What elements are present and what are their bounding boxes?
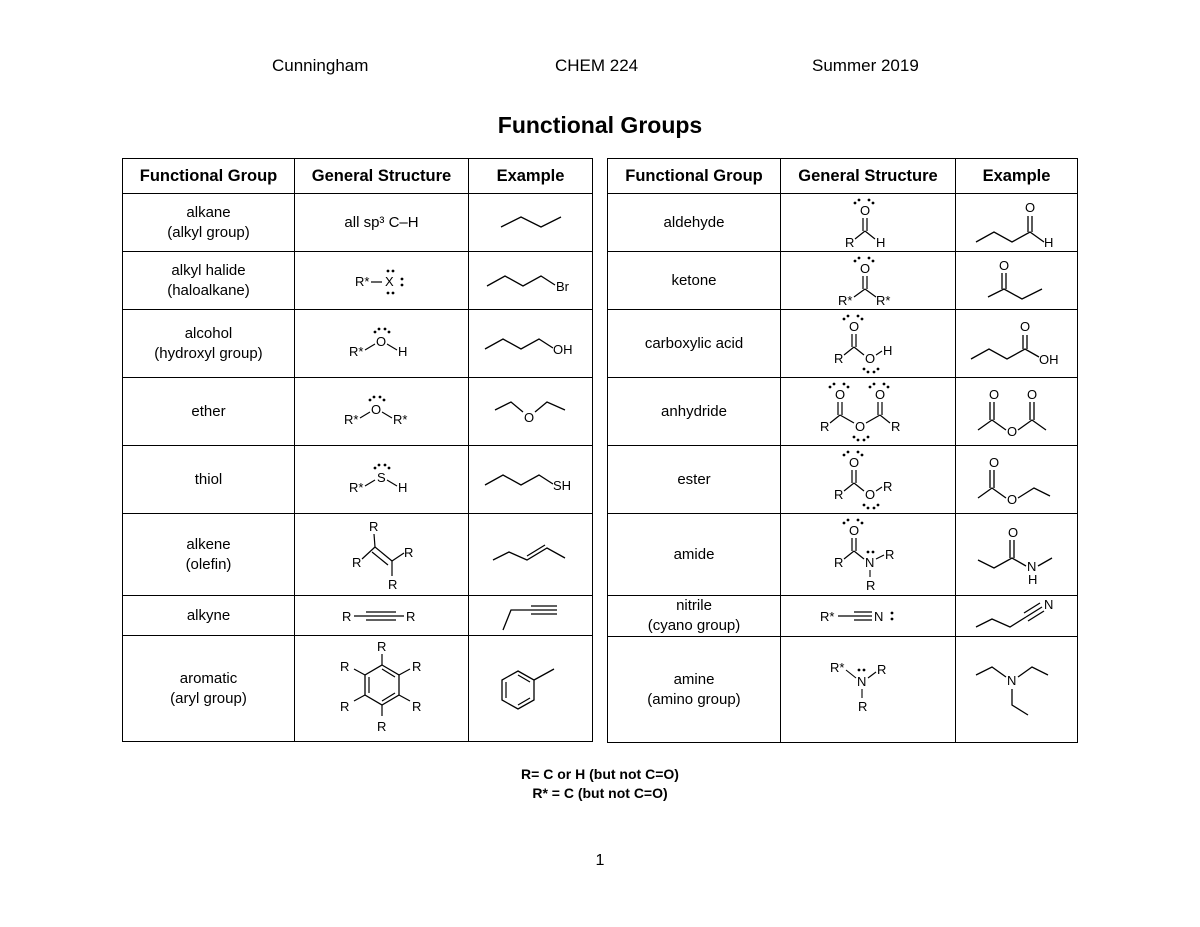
table-row-aldehyde <box>608 194 1078 252</box>
svg-text:R: R <box>376 718 386 734</box>
group-name: ether <box>123 378 295 446</box>
nitrile-structure-icon <box>781 596 956 637</box>
svg-text:Br: Br <box>555 278 569 294</box>
group-name: aromatic (aryl group) <box>123 636 295 742</box>
aldehyde-structure-icon <box>781 194 956 252</box>
svg-text:R*: R* <box>392 411 407 427</box>
page-number: 1 <box>595 852 605 869</box>
table-row-alcohol <box>123 310 593 378</box>
svg-text:H: H <box>1027 571 1037 587</box>
svg-text:R: R <box>351 554 361 570</box>
svg-text:O: O <box>988 454 999 470</box>
alkyl-halide-structure-icon <box>295 252 469 310</box>
group-name: anhydride <box>608 378 781 446</box>
svg-text:R: R <box>368 518 378 534</box>
svg-text:O: O <box>849 454 860 470</box>
svg-text:X: X <box>384 273 394 289</box>
svg-text:OH: OH <box>552 341 572 357</box>
table-row-carboxylic-acid <box>608 310 1078 378</box>
butanal-skeletal-icon <box>956 194 1078 252</box>
svg-text:R: R <box>885 546 895 562</box>
table-header-row <box>123 159 593 194</box>
acetic-anhydride-skeletal-icon <box>956 378 1078 446</box>
thiol-structure-icon <box>295 446 469 514</box>
group-name: ester <box>608 446 781 514</box>
svg-text:O: O <box>835 386 846 402</box>
group-name: alcohol (hydroxyl group) <box>123 310 295 378</box>
svg-text:R: R <box>376 638 386 654</box>
methylpropanamide-skeletal-icon <box>956 514 1078 596</box>
ester-structure-icon <box>781 446 956 514</box>
col-header-general-structure: General Structure <box>295 159 469 194</box>
svg-text:N: N <box>1006 672 1016 688</box>
svg-text:O: O <box>865 486 876 502</box>
butanoic-acid-skeletal-icon <box>956 310 1078 378</box>
alkyne-structure-icon <box>295 596 469 636</box>
svg-text:O: O <box>1007 524 1018 540</box>
group-name: nitrile (cyano group) <box>608 596 781 637</box>
col-header-example: Example <box>956 159 1078 194</box>
svg-text:O: O <box>370 401 381 417</box>
table-row-alkane <box>123 194 593 252</box>
svg-text:SH: SH <box>552 477 571 493</box>
benzene-structure-icon <box>295 636 469 742</box>
svg-text:R: R <box>891 418 901 434</box>
ketone-structure-icon <box>781 252 956 310</box>
svg-text:O: O <box>875 386 886 402</box>
alcohol-structure-icon <box>295 310 469 378</box>
table-row-alkyne <box>123 596 593 636</box>
svg-text:N: N <box>1043 597 1053 612</box>
svg-text:R: R <box>341 608 351 624</box>
table-row-ester <box>608 446 1078 514</box>
diethyl-ether-skeletal-icon <box>469 378 593 446</box>
svg-text:R*: R* <box>343 411 358 427</box>
group-name: alkane (alkyl group) <box>123 194 295 252</box>
svg-text:R: R <box>403 544 413 560</box>
svg-text:O: O <box>860 202 871 218</box>
svg-text:O: O <box>1024 199 1035 215</box>
svg-text:R: R <box>866 577 876 593</box>
col-header-functional-group: Functional Group <box>123 159 295 194</box>
col-header-general-structure: General Structure <box>781 159 956 194</box>
butanethiol-skeletal-icon <box>469 446 593 514</box>
group-name: alkyl halide (haloalkane) <box>123 252 295 310</box>
svg-text:O: O <box>988 386 999 402</box>
svg-text:N: N <box>857 673 867 689</box>
svg-text:N: N <box>874 609 884 624</box>
svg-text:R: R <box>339 698 349 714</box>
alkene-structure-icon <box>295 514 469 596</box>
svg-text:H: H <box>876 234 886 250</box>
group-name: ketone <box>608 252 781 310</box>
svg-text:O: O <box>998 257 1009 273</box>
table-row-anhydride <box>608 378 1078 446</box>
svg-text:R: R <box>834 554 844 570</box>
amide-structure-icon <box>781 514 956 596</box>
svg-text:R: R <box>834 486 844 502</box>
col-header-example: Example <box>469 159 593 194</box>
svg-text:R: R <box>339 658 349 674</box>
svg-text:R: R <box>820 418 830 434</box>
table-row-nitrile <box>608 596 1078 637</box>
butanol-skeletal-icon <box>469 310 593 378</box>
svg-text:R*: R* <box>830 659 845 675</box>
svg-text:R*: R* <box>348 343 363 359</box>
svg-text:O: O <box>1006 423 1017 439</box>
svg-text:R: R <box>834 350 844 366</box>
group-name: alkene (olefin) <box>123 514 295 596</box>
svg-text:O: O <box>1026 386 1037 402</box>
svg-text:O: O <box>523 409 534 425</box>
carboxylic-acid-structure-icon <box>781 310 956 378</box>
pentene-skeletal-icon <box>469 514 593 596</box>
amine-structure-icon <box>781 637 956 743</box>
svg-text:H: H <box>397 479 407 495</box>
group-name: thiol <box>123 446 295 514</box>
table-row-amide <box>608 514 1078 596</box>
table-header-row <box>608 159 1078 194</box>
svg-text:H: H <box>883 342 893 358</box>
ethyl-acetate-skeletal-icon <box>956 446 1078 514</box>
svg-text:N: N <box>865 554 875 570</box>
group-name: aldehyde <box>608 194 781 252</box>
svg-text:S: S <box>376 469 386 485</box>
svg-text:R*: R* <box>354 273 369 289</box>
header-author: Cunningham <box>272 56 369 75</box>
svg-text:O: O <box>849 522 860 538</box>
structure-text: all sp³ C–H <box>295 194 469 252</box>
svg-text:R: R <box>405 608 415 624</box>
table-row-alkyl-halide <box>123 252 593 310</box>
svg-text:O: O <box>1019 318 1030 334</box>
footnote-r-definition: R= C or H (but not C=O) <box>521 766 679 782</box>
svg-text:O: O <box>1006 491 1017 507</box>
header-course: CHEM 224 <box>555 56 639 75</box>
butyne-skeletal-icon <box>469 596 593 636</box>
svg-text:R*: R* <box>820 609 835 624</box>
toluene-skeletal-icon <box>469 636 593 742</box>
butanenitrile-skeletal-icon <box>956 596 1078 637</box>
group-name: carboxylic acid <box>608 310 781 378</box>
table-row-ether <box>123 378 593 446</box>
footnote-r-star-definition: R* = C (but not C=O) <box>532 785 668 801</box>
svg-text:H: H <box>1043 234 1053 250</box>
svg-text:N: N <box>1026 558 1036 574</box>
bromobutane-skeletal-icon <box>469 252 593 310</box>
svg-text:R: R <box>387 576 397 592</box>
svg-text:H: H <box>397 343 407 359</box>
table-row-alkene <box>123 514 593 596</box>
svg-text:O: O <box>860 260 871 276</box>
group-name: amide <box>608 514 781 596</box>
butane-skeletal-icon <box>469 194 593 252</box>
functional-groups-table-right <box>607 158 1078 743</box>
group-name: amine (amino group) <box>608 637 781 743</box>
svg-text:R*: R* <box>838 292 853 308</box>
svg-text:R*: R* <box>876 292 891 308</box>
group-name: alkyne <box>123 596 295 636</box>
svg-text:O: O <box>865 350 876 366</box>
svg-text:O: O <box>375 333 386 349</box>
anhydride-structure-icon <box>781 378 956 446</box>
svg-text:R: R <box>845 234 855 250</box>
col-header-functional-group: Functional Group <box>608 159 781 194</box>
table-row-aromatic <box>123 636 593 742</box>
header-term: Summer 2019 <box>812 56 919 75</box>
butanone-skeletal-icon <box>956 252 1078 310</box>
svg-text:R: R <box>877 661 887 677</box>
svg-text:R: R <box>411 658 421 674</box>
functional-groups-table-left <box>122 158 593 742</box>
table-row-ketone <box>608 252 1078 310</box>
svg-text:O: O <box>849 318 860 334</box>
svg-text:O: O <box>855 418 866 434</box>
svg-text:R: R <box>858 698 868 714</box>
svg-text:R: R <box>411 698 421 714</box>
table-row-amine <box>608 637 1078 743</box>
svg-text:R*: R* <box>348 479 363 495</box>
page-title: Functional Groups <box>497 112 703 138</box>
ether-structure-icon <box>295 378 469 446</box>
table-row-thiol <box>123 446 593 514</box>
triethylamine-skeletal-icon <box>956 637 1078 743</box>
svg-text:OH: OH <box>1038 351 1058 367</box>
svg-text:R: R <box>883 478 893 494</box>
